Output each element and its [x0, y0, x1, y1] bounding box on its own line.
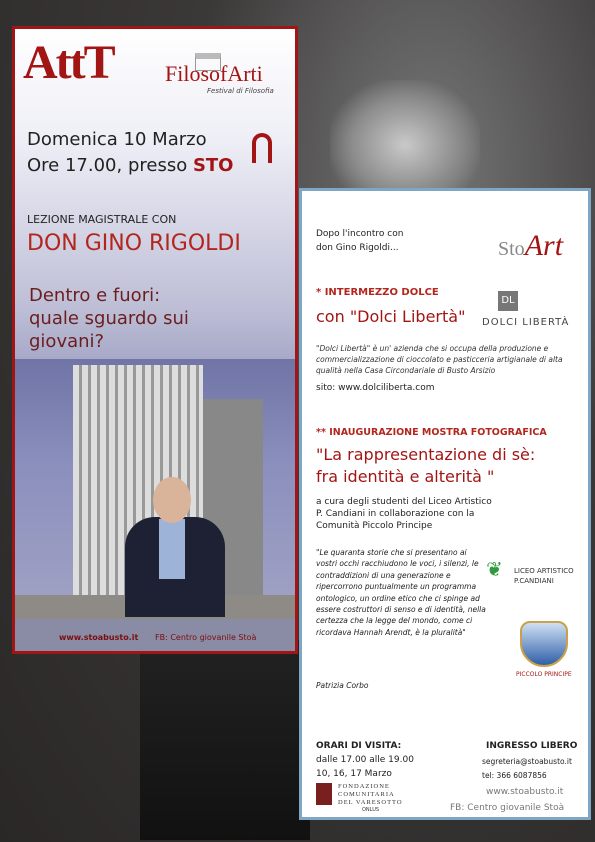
- contact-email[interactable]: segreteria@stoabusto.it: [482, 757, 572, 766]
- curated-line-3: Comunità Piccolo Principe: [316, 521, 433, 531]
- speaker-name: DON GINO RIGOLDI: [27, 231, 241, 256]
- intro-line-2: don Gino Rigoldi...: [316, 243, 399, 253]
- stoa-logo-text: STO: [192, 155, 234, 176]
- visit-hours-dates: 10, 16, 17 Marzo: [316, 769, 392, 779]
- free-entry-label: INGRESSO LIBERO: [486, 741, 578, 751]
- piccolo-principe-crest-icon: [520, 621, 568, 667]
- fondazione-line-1: FONDAZIONE: [338, 783, 390, 790]
- liceo-logo-line-1: LICEO ARTISTICO: [514, 567, 574, 575]
- event-date: Domenica 10 Marzo: [27, 129, 207, 150]
- right-website[interactable]: www.stoabusto.it: [486, 787, 564, 797]
- filosofarti-subtitle: Festival di Filosofia: [207, 87, 274, 95]
- dolci-liberta-logo: DOLCI LIBERTÀ: [482, 317, 570, 328]
- quote-author: Patrizia Corbo: [316, 681, 369, 690]
- inaugurazione-heading: ** INAUGURAZIONE MOSTRA FOTOGRAFICA: [316, 427, 547, 438]
- stoart-logo: [498, 229, 563, 263]
- man-head: [153, 477, 191, 523]
- dolci-liberta-mark-icon: DL: [498, 291, 518, 311]
- visit-hours-title: ORARI DI VISITA:: [316, 741, 402, 751]
- left-website[interactable]: www.stoabusto.it: [59, 633, 139, 642]
- att-logo: AttT: [23, 36, 114, 89]
- background-legs: [140, 640, 310, 840]
- filosofarti-logo: FilosofArti: [165, 61, 263, 86]
- exhibition-title-line-1: "La rappresentazione di sè:: [316, 445, 536, 464]
- event-time: Ore 17.00, presso: [27, 155, 193, 176]
- left-panel: [12, 26, 298, 654]
- visit-hours-time: dalle 17.00 alle 19.00: [316, 755, 414, 765]
- stoart-logo-art: Art: [524, 229, 564, 262]
- intro-line-1: Dopo l'incontro con: [316, 229, 404, 239]
- speaker-photo: [15, 359, 295, 619]
- fondazione-line-4: ONLUS: [362, 807, 380, 813]
- stoart-logo-sto: Sto: [498, 238, 525, 260]
- piccolo-principe-logo: PICCOLO PRINCIPE: [516, 671, 572, 678]
- dolci-website[interactable]: sito: www.dolciliberta.com: [316, 383, 435, 393]
- stoa-arch-icon: [252, 133, 272, 163]
- man-shirt: [159, 519, 185, 579]
- intermezzo-heading: * INTERMEZZO DOLCE: [316, 287, 439, 298]
- lezione-label: LEZIONE MAGISTRALE CON: [27, 213, 177, 226]
- liceo-logo-line-2: P.CANDIANI: [514, 577, 554, 585]
- question-line-3: giovani?: [29, 331, 105, 352]
- fondazione-line-3: DEL VARESOTTO: [338, 799, 403, 806]
- curated-line-1: a cura degli studenti del Liceo Artistico: [316, 497, 492, 507]
- question-line-2: quale sguardo sui: [29, 308, 189, 329]
- curated-line-2: P. Candiani in collaborazione con la: [316, 509, 475, 519]
- exhibition-quote: "Le quaranta storie che si presentano ai vostri occhi racchiudono le voci, i silenzi, le contraddizioni di una generazione e ripercorrono puntualmente un programma ontologico, un ordine etico che ci spinge ad essere costruttori di senso e di identità, nella certezza che la legge del mondo, come ci ricordava Hannah Arendt, è la pluralità": [316, 548, 486, 637]
- event-time-place: [27, 155, 233, 176]
- question-line-1: Dentro e fuori:: [29, 285, 161, 306]
- left-facebook: FB: Centro giovanile Stoà: [155, 633, 257, 642]
- fondazione-emblem-icon: [316, 783, 332, 805]
- liceo-leaf-icon: ❦: [486, 557, 503, 581]
- fondazione-line-2: COMUNITARIA: [338, 791, 395, 798]
- right-facebook: FB: Centro giovanile Stoà: [450, 803, 565, 813]
- dolci-description: "Dolci Libertà" è un' azienda che si occupa della produzione e commercializzazione di cioccolato e pasticceria artigianale di alta qualità nella Casa Circondariale di Busto Arsizio: [316, 344, 563, 375]
- contact-phone: tel: 366 6087856: [482, 771, 547, 780]
- dolci-title: con "Dolci Libertà": [316, 307, 466, 326]
- exhibition-title-line-2: fra identità e alterità ": [316, 467, 495, 486]
- photo-man: [115, 477, 235, 617]
- right-panel: [299, 188, 591, 820]
